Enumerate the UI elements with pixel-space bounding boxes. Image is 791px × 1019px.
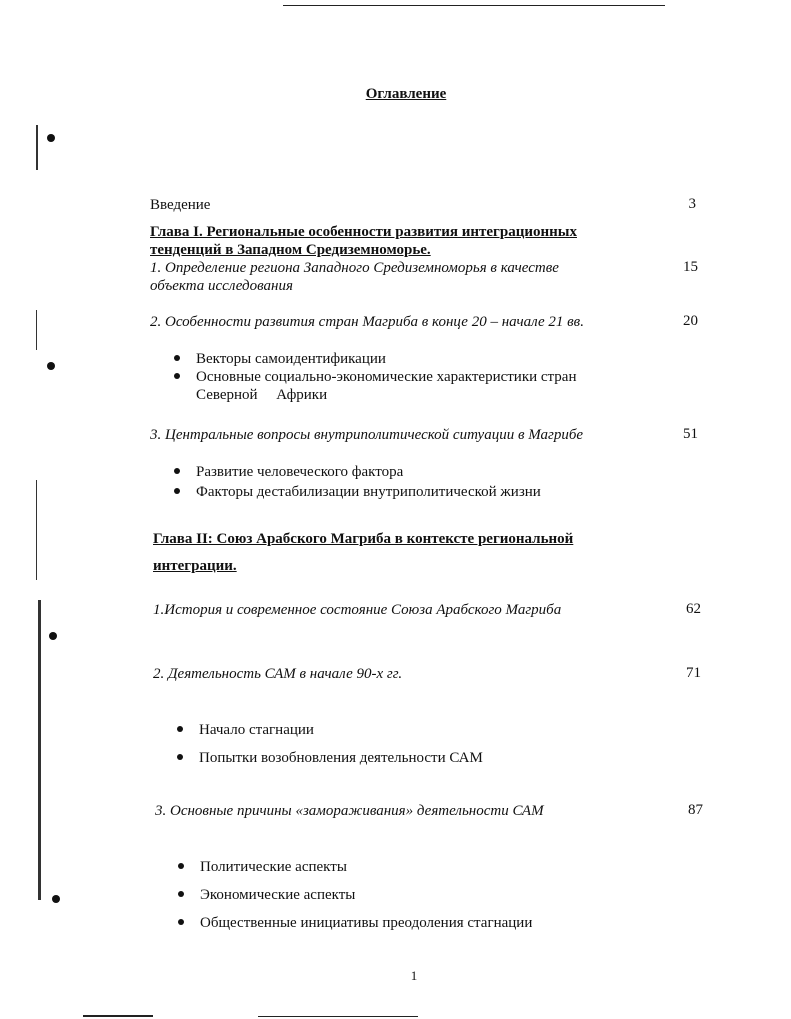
bullet-icon [178,919,184,925]
list-item: Попытки возобновления деятельности САМ [177,749,483,767]
intro-label: Введение [150,197,211,213]
scan-margin-line-3 [36,480,37,580]
toc-title: Оглавление [365,86,447,102]
scan-speck-1 [47,134,55,142]
scan-margin-line-2 [36,310,37,350]
list-item-continuation: Северной Африки [196,387,328,403]
bullet-icon [177,754,183,760]
ch2-section3-bullets [178,858,532,932]
list-item: Экономические аспекты [178,886,532,904]
chapter2-title-line1: Глава II: Союз Арабского Магриба в контексте региональной [153,531,574,547]
scan-top-rule [283,5,665,6]
ch2-section2-title: 2. Деятельность САМ в начале 90-х гг. [153,666,403,682]
bullet-icon [177,726,183,732]
scan-speck-2 [47,362,55,370]
ch1-section2-bullets [174,350,576,404]
ch2-section3-page: 87 [688,802,703,818]
bullet-icon [174,488,180,494]
ch2-section2-bullets [177,721,483,767]
scan-bottom-rule-left [83,1015,153,1017]
page-number: 1 [410,968,418,983]
bullet-icon [174,373,180,379]
chapter1-title-line1: Глава I. Региональные особенности развития интеграционных [150,224,577,240]
list-item: Политические аспекты [178,858,532,876]
chapter1-title-line2: тенденций в Западном Средиземноморье. [150,242,431,258]
list-item: Факторы дестабилизации внутриполитической жизни [174,483,541,501]
ch2-section3-title: 3. Основные причины «замораживания» деятельности САМ [155,803,544,819]
ch2-section2-page: 71 [686,665,701,681]
scan-speck-3 [49,632,57,640]
ch1-section3-bullets [174,463,541,501]
ch1-section1-line2: объекта исследования [150,278,293,294]
scan-bottom-rule-right [258,1016,418,1017]
ch1-section2-page: 20 [683,313,698,329]
list-item: Развитие человеческого фактора [174,463,541,481]
chapter2-title-line2: интеграции. [153,558,237,574]
ch2-section1-title: 1.История и современное состояние Союза Арабского Магриба [153,602,562,618]
ch1-section1-page: 15 [683,259,698,275]
scan-speck-4 [52,895,60,903]
ch1-section2-title: 2. Особенности развития стран Магриба в конце 20 – начале 21 вв. [150,314,584,330]
scan-margin-line-4 [38,600,41,900]
bullet-icon [178,891,184,897]
ch2-section1-page: 62 [686,601,701,617]
scan-margin-line-1 [36,125,38,170]
bullet-icon [174,468,180,474]
ch1-section1-line1: 1. Определение региона Западного Средиземноморья в качестве [150,260,559,276]
bullet-icon [174,355,180,361]
list-item: Общественные инициативы преодоления стагнации [178,914,532,932]
ch1-section3-page: 51 [683,426,698,442]
list-item: Основные социально-экономические характеристики стран [174,368,576,386]
ch1-section3-title: 3. Центральные вопросы внутриполитической ситуации в Магрибе [150,427,584,443]
list-item: Векторы самоидентификации [174,350,576,368]
bullet-icon [178,863,184,869]
intro-page: 3 [688,196,696,212]
list-item: Начало стагнации [177,721,483,739]
